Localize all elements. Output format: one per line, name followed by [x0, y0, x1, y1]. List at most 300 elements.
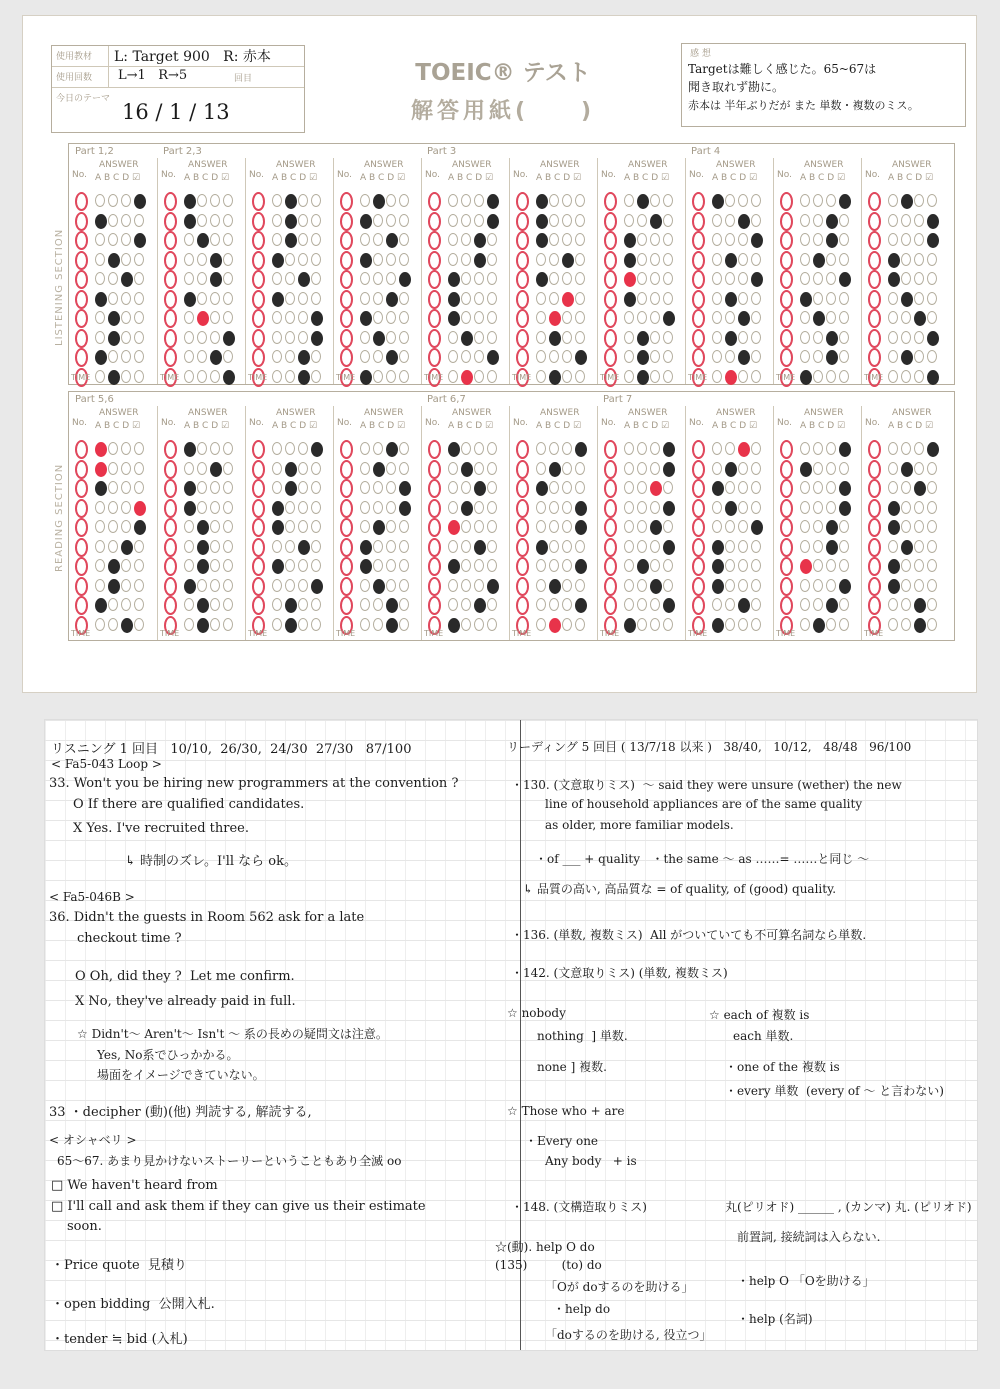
- answer-bubble: [914, 272, 924, 285]
- answer-bubble: [386, 520, 396, 533]
- answer-bubble: [826, 462, 836, 475]
- answer-bubble: [487, 253, 497, 266]
- answer-bubble: [197, 481, 207, 494]
- correct-mark: [252, 212, 265, 231]
- count-value: L→1 R→5: [118, 68, 188, 83]
- answer-bubble: [826, 618, 836, 631]
- correct-mark: [75, 577, 88, 596]
- answer-bubble: [386, 559, 396, 572]
- answer-bubble: [223, 579, 233, 592]
- answer-bubble: [927, 331, 939, 346]
- answer-bubble: [311, 272, 321, 285]
- answer-bubble: [650, 540, 660, 553]
- answer-bubble: [839, 370, 849, 383]
- answer-bubble: [360, 481, 370, 494]
- answer-bubble: [663, 331, 673, 344]
- answer-bubble: [725, 292, 737, 307]
- answer-bubble: [311, 579, 323, 594]
- answer-bubble: [285, 598, 297, 613]
- answer-header: ANSWER: [276, 160, 316, 170]
- no-header: No.: [72, 418, 87, 428]
- answer-bubble: [839, 331, 849, 344]
- answer-bubble: [399, 214, 409, 227]
- answer-bubble: [813, 559, 823, 572]
- answer-bubble: [373, 272, 383, 285]
- answer-bubble: [562, 501, 572, 514]
- answer-bubble: [373, 598, 383, 611]
- answer-header: ANSWER: [188, 160, 228, 170]
- answer-bubble: [360, 370, 372, 385]
- answer-bubble: [826, 540, 838, 555]
- no-header: No.: [865, 418, 880, 428]
- answer-bubble: [637, 520, 647, 533]
- answer-bubble: [738, 462, 748, 475]
- answer-bubble: [223, 194, 233, 207]
- answer-bubble: [223, 481, 233, 494]
- correct-mark: [75, 212, 88, 231]
- answer-bubble: [536, 350, 546, 363]
- answer-bubble: [373, 579, 385, 594]
- answer-bubble: [813, 331, 823, 344]
- answer-bubble: [108, 311, 120, 326]
- answer-bubble: [663, 350, 673, 363]
- correct-mark: [164, 348, 177, 367]
- answer-bubble: [575, 292, 585, 305]
- answer-bubble: [901, 501, 911, 514]
- answer-bubble: [813, 253, 825, 268]
- answer-bubble: [210, 194, 220, 207]
- answer-bubble: [624, 520, 634, 533]
- answer-bubble: [461, 579, 471, 592]
- correct-mark: [692, 518, 705, 537]
- answer-bubble: [826, 311, 836, 324]
- answer-bubble: [549, 194, 559, 207]
- answer-bubble: [712, 442, 722, 455]
- answer-bubble: [751, 579, 761, 592]
- answer-bubble: [562, 618, 572, 631]
- answer-bubble: [650, 253, 660, 266]
- answer-bubble: [813, 350, 823, 363]
- answer-bubble: [575, 350, 587, 365]
- correct-mark: [428, 290, 441, 309]
- answer-bubble: [134, 442, 144, 455]
- answer-bubble: [121, 272, 133, 287]
- answer-bubble: [360, 559, 372, 574]
- answer-bubble: [712, 214, 722, 227]
- note-left-7: 36. Didn't the guests in Room 562 ask for a late: [49, 910, 365, 925]
- answer-bubble: [813, 501, 823, 514]
- answer-bubble: [725, 540, 735, 553]
- answer-bubble: [712, 292, 722, 305]
- answer-bubble: [298, 253, 308, 266]
- correct-mark: [164, 518, 177, 537]
- answer-bubble: [562, 579, 572, 592]
- answer-bubble: [800, 559, 812, 574]
- answer-bubble: [121, 350, 131, 363]
- correct-mark: [868, 596, 881, 615]
- correct-mark: [164, 192, 177, 211]
- answer-bubble: [738, 194, 748, 207]
- answer-bubble: [712, 233, 722, 246]
- answer-bubble: [210, 442, 220, 455]
- answer-bubble: [549, 311, 561, 326]
- answer-bubble: [134, 272, 144, 285]
- answer-bubble: [184, 481, 196, 496]
- answer-bubble: [914, 540, 924, 553]
- answer-bubble: [184, 350, 194, 363]
- answer-bubble: [637, 233, 647, 246]
- answer-bubble: [927, 194, 937, 207]
- info-box: [51, 45, 305, 133]
- answer-bubble: [108, 481, 118, 494]
- answer-bubble: [575, 462, 585, 475]
- answer-bubble: [461, 501, 473, 516]
- answer-bubble: [121, 253, 131, 266]
- answer-bubble: [901, 520, 911, 533]
- answer-bubble: [134, 540, 144, 553]
- answer-bubble: [738, 272, 748, 285]
- note-right-18: ・148. (文構造取りミス): [511, 1200, 647, 1214]
- answer-bubble: [223, 331, 235, 346]
- answer-bubble: [650, 559, 660, 572]
- answer-bubble: [474, 311, 484, 324]
- answer-bubble: [549, 462, 561, 477]
- answer-bubble: [712, 331, 722, 344]
- answer-bubble: [826, 501, 836, 514]
- answer-bubble: [914, 598, 926, 613]
- correct-mark: [604, 348, 617, 367]
- answer-bubble: [487, 194, 499, 209]
- answer-bubble: [650, 331, 660, 344]
- answer-bubble: [536, 481, 548, 496]
- correct-mark: [780, 518, 793, 537]
- answer-bubble: [95, 350, 107, 365]
- answer-bubble: [121, 540, 133, 555]
- answer-bubble: [298, 194, 308, 207]
- answer-bubble: [927, 520, 937, 533]
- answer-bubble: [311, 520, 321, 533]
- answer-bubble: [663, 214, 673, 227]
- answer-bubble: [184, 442, 196, 457]
- answer-bubble: [272, 194, 282, 207]
- answer-bubble: [800, 501, 810, 514]
- correct-mark: [340, 231, 353, 250]
- answer-bubble: [888, 442, 898, 455]
- answer-bubble: [360, 462, 370, 475]
- correct-mark: [252, 251, 265, 270]
- note-left-2: 33. Won't you be hiring new programmers at the convention ?: [49, 776, 459, 791]
- answer-bubble: [637, 331, 649, 346]
- correct-mark: [868, 251, 881, 270]
- answer-bubble: [448, 559, 460, 574]
- answer-bubble: [386, 233, 398, 248]
- no-header: No.: [601, 418, 616, 428]
- options-header: A B C D ☑: [272, 421, 318, 431]
- answer-bubble: [272, 462, 282, 475]
- correct-mark: [604, 577, 617, 596]
- note-right-13: ・one of the 複数 is: [725, 1060, 840, 1074]
- answer-bubble: [888, 214, 898, 227]
- answer-bubble: [751, 194, 761, 207]
- answer-bubble: [575, 370, 585, 383]
- answer-bubble: [108, 272, 118, 285]
- time-label: TIME: [864, 373, 884, 382]
- answer-header: ANSWER: [892, 408, 932, 418]
- note-right-8: ☆ nobody: [507, 1006, 566, 1020]
- answer-bubble: [487, 540, 497, 553]
- answer-bubble: [751, 350, 761, 363]
- answer-bubble: [725, 579, 735, 592]
- answer-bubble: [575, 501, 587, 516]
- answer-bubble: [448, 350, 458, 363]
- answer-bubble: [386, 350, 398, 365]
- answer-bubble: [121, 501, 131, 514]
- answer-bubble: [826, 233, 838, 248]
- answer-bubble: [386, 481, 396, 494]
- answer-bubble: [399, 272, 411, 287]
- answer-bubble: [474, 214, 484, 227]
- answer-bubble: [298, 311, 308, 324]
- answer-bubble: [826, 579, 836, 592]
- answer-bubble: [738, 520, 748, 533]
- answer-bubble: [373, 481, 383, 494]
- answer-bubble: [210, 233, 220, 246]
- correct-mark: [340, 460, 353, 479]
- correct-mark: [516, 348, 529, 367]
- answer-bubble: [536, 233, 548, 248]
- answer-bubble: [134, 233, 146, 248]
- answer-bubble: [800, 442, 810, 455]
- answer-bubble: [888, 462, 898, 475]
- time-label: TIME: [424, 629, 444, 638]
- answer-bubble: [285, 481, 297, 496]
- answer-bubble: [637, 501, 647, 514]
- answer-bubble: [650, 272, 660, 285]
- answer-bubble: [562, 442, 572, 455]
- answer-bubble: [197, 579, 207, 592]
- answer-bubble: [575, 214, 585, 227]
- correct-mark: [692, 270, 705, 289]
- answer-bubble: [285, 501, 295, 514]
- answer-bubble: [650, 292, 660, 305]
- time-label: TIME: [512, 373, 532, 382]
- note-right-23: 「Oが doするのを助ける」: [545, 1280, 694, 1294]
- answer-bubble: [474, 292, 484, 305]
- answer-bubble: [914, 350, 924, 363]
- correct-mark: [516, 538, 529, 557]
- correct-mark: [780, 231, 793, 250]
- answer-bubble: [888, 520, 900, 535]
- answer-column: [509, 406, 598, 640]
- correct-mark: [780, 251, 793, 270]
- answer-bubble: [474, 350, 484, 363]
- answer-bubble: [461, 559, 471, 572]
- answer-bubble: [474, 579, 484, 592]
- correct-mark: [428, 309, 441, 328]
- answer-bubble: [311, 481, 321, 494]
- answer-bubble: [298, 598, 308, 611]
- correct-mark: [75, 440, 88, 459]
- answer-bubble: [549, 540, 559, 553]
- no-header: No.: [337, 170, 352, 180]
- answer-bubble: [536, 370, 546, 383]
- answer-bubble: [738, 598, 750, 613]
- correct-mark: [340, 329, 353, 348]
- no-header: No.: [249, 170, 264, 180]
- correct-mark: [868, 518, 881, 537]
- options-header: A B C D ☑: [272, 173, 318, 183]
- answer-bubble: [575, 520, 587, 535]
- answer-bubble: [575, 331, 585, 344]
- answer-bubble: [448, 579, 458, 592]
- answer-bubble: [373, 540, 383, 553]
- answer-bubble: [536, 540, 548, 555]
- answer-bubble: [888, 618, 898, 631]
- answer-bubble: [386, 272, 396, 285]
- answer-bubble: [373, 462, 385, 477]
- answer-bubble: [360, 540, 372, 555]
- answer-bubble: [712, 194, 724, 209]
- answer-bubble: [108, 253, 120, 268]
- answer-bubble: [738, 350, 750, 365]
- answer-header: ANSWER: [99, 160, 139, 170]
- answer-bubble: [285, 272, 295, 285]
- answer-bubble: [399, 618, 409, 631]
- correct-mark: [252, 348, 265, 367]
- answer-bubble: [725, 520, 735, 533]
- options-header: A B C D ☑: [536, 421, 582, 431]
- answer-bubble: [474, 194, 484, 207]
- answer-bubble: [399, 311, 409, 324]
- answer-bubble: [487, 559, 497, 572]
- answer-bubble: [826, 481, 836, 494]
- note-right-25: 「doするのを助ける, 役立つ」: [545, 1328, 712, 1342]
- answer-bubble: [121, 311, 131, 324]
- answer-bubble: [134, 194, 146, 209]
- answer-bubble: [285, 442, 295, 455]
- no-header: No.: [513, 418, 528, 428]
- answer-bubble: [663, 233, 673, 246]
- answer-bubble: [663, 618, 673, 631]
- answer-bubble: [712, 272, 722, 285]
- no-header: No.: [337, 418, 352, 428]
- answer-bubble: [826, 331, 838, 346]
- answer-bubble: [298, 370, 310, 385]
- answer-bubble: [108, 579, 120, 594]
- answer-bubble: [901, 462, 913, 477]
- answer-bubble: [272, 370, 282, 383]
- answer-bubble: [360, 292, 370, 305]
- answer-bubble: [751, 462, 761, 475]
- answer-bubble: [399, 598, 409, 611]
- options-header: A B C D ☑: [888, 421, 934, 431]
- options-header: A B C D ☑: [448, 421, 494, 431]
- answer-bubble: [197, 370, 207, 383]
- answer-bubble: [184, 311, 194, 324]
- answer-bubble: [223, 501, 233, 514]
- correct-mark: [868, 231, 881, 250]
- part-label: Part 5,6: [75, 394, 114, 405]
- answer-bubble: [624, 618, 636, 633]
- answer-bubble: [738, 501, 748, 514]
- answer-bubble: [914, 194, 924, 207]
- answer-bubble: [725, 272, 735, 285]
- note-right-2: line of household appliances are of the same quality: [545, 797, 863, 811]
- correct-mark: [516, 231, 529, 250]
- answer-bubble: [134, 501, 146, 516]
- answer-bubble: [461, 618, 471, 631]
- answer-bubble: [800, 579, 810, 592]
- correct-mark: [868, 212, 881, 231]
- answer-header: ANSWER: [804, 160, 844, 170]
- answer-bubble: [888, 559, 900, 574]
- correct-mark: [340, 309, 353, 328]
- answer-bubble: [197, 501, 207, 514]
- correct-mark: [340, 440, 353, 459]
- answer-bubble: [663, 540, 675, 555]
- answer-bubble: [536, 559, 546, 572]
- correct-mark: [428, 479, 441, 498]
- answer-bubble: [108, 370, 120, 385]
- no-header: No.: [72, 170, 87, 180]
- answer-bubble: [197, 272, 207, 285]
- answer-bubble: [95, 370, 105, 383]
- correct-mark: [604, 309, 617, 328]
- answer-bubble: [751, 559, 761, 572]
- answer-bubble: [637, 442, 647, 455]
- answer-column: [861, 158, 950, 384]
- answer-bubble: [839, 520, 849, 533]
- answer-bubble: [474, 540, 486, 555]
- correct-mark: [516, 212, 529, 231]
- note-left-1: < Fa5-043 Loop >: [51, 757, 162, 771]
- answer-bubble: [399, 350, 409, 363]
- correct-mark: [516, 270, 529, 289]
- answer-header: ANSWER: [188, 408, 228, 418]
- answer-bubble: [461, 462, 473, 477]
- answer-bubble: [813, 233, 823, 246]
- answer-bubble: [360, 194, 370, 207]
- correct-mark: [780, 557, 793, 576]
- answer-bubble: [474, 370, 484, 383]
- answer-bubble: [888, 233, 898, 246]
- answer-bubble: [210, 214, 220, 227]
- answer-bubble: [184, 233, 194, 246]
- answer-bubble: [637, 370, 649, 385]
- correct-mark: [516, 499, 529, 518]
- answer-bubble: [826, 559, 836, 572]
- answer-bubble: [738, 233, 748, 246]
- answer-bubble: [360, 214, 372, 229]
- answer-bubble: [914, 481, 926, 496]
- answer-bubble: [210, 540, 220, 553]
- answer-bubble: [311, 618, 321, 631]
- correct-mark: [692, 290, 705, 309]
- answer-column: [509, 158, 598, 384]
- answer-bubble: [839, 350, 849, 363]
- correct-mark: [340, 192, 353, 211]
- answer-bubble: [888, 350, 898, 363]
- answer-bubble: [95, 540, 105, 553]
- answer-bubble: [108, 501, 118, 514]
- answer-bubble: [738, 253, 748, 266]
- answer-bubble: [448, 540, 458, 553]
- answer-bubble: [95, 598, 107, 613]
- answer-bubble: [536, 618, 546, 631]
- no-header: No.: [161, 418, 176, 428]
- answer-bubble: [223, 618, 233, 631]
- answer-bubble: [549, 579, 561, 594]
